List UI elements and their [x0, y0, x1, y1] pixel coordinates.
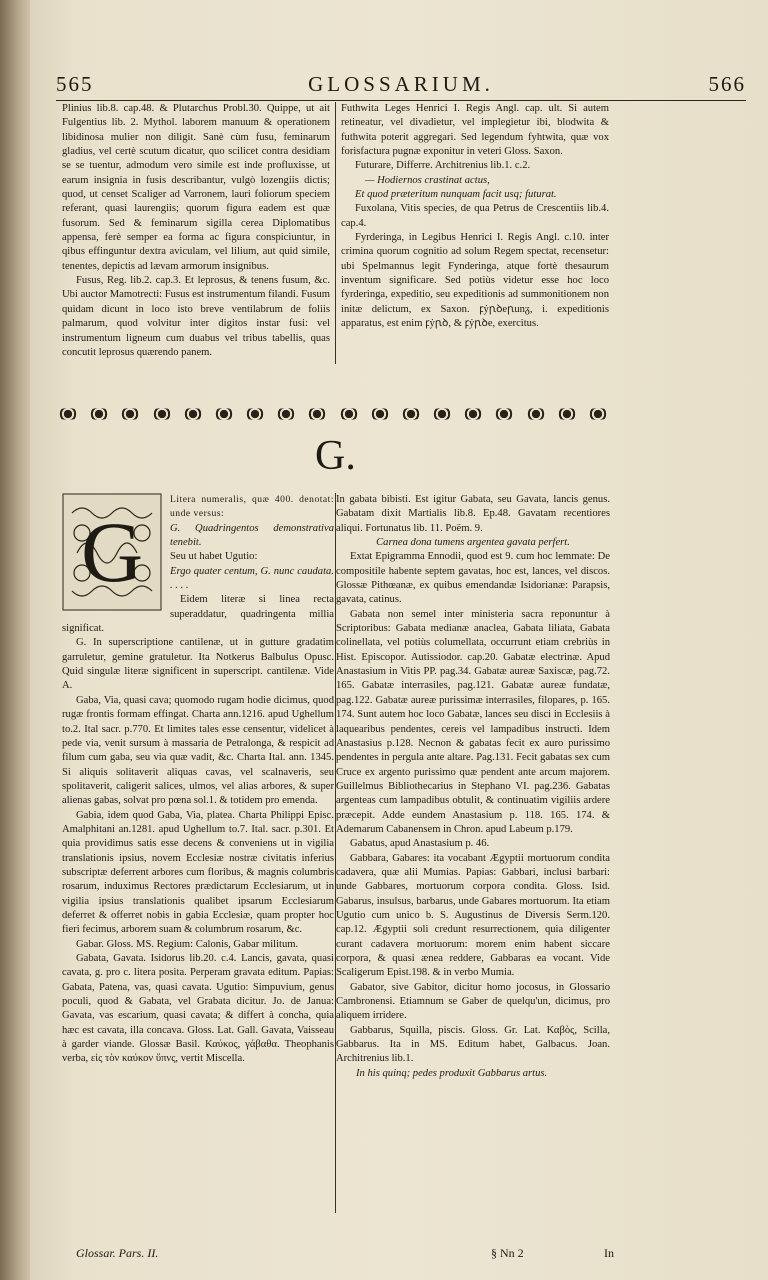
verse-line: G. Quadringentos demonstrativa tenebit.: [170, 522, 334, 549]
entry-g-superscription: G. In superscriptione cantilenæ, ut in gutture gradatim garruletur, gemine gratuletur. Ita Notkerus Balbulus Opusc. Quid singulæ literæ significent in superscript. cantilenæ. Vide A.: [62, 637, 334, 692]
entry-futhwita: Futhwita Leges Henrici I. Regis Angl. cap. ult. Si autem retineatur, vel divadietur, vel implegietur ibi, blodwita & futhwita poterit aggregari. Sed legendum fyhtwita, quæ vox forisfactura pugnæ exponitur in veteri Gloss. Saxon.: [341, 103, 609, 158]
verse-line: In his quinq; pedes produxit Gabbarus artus.: [356, 1067, 548, 1079]
ornate-g-initial: [62, 493, 162, 611]
entry-gabbara: Gabbara, Gabares: ita vocabant Ægyptii mortuorum condita cadavera, quæ alii Mumias. Papias: Gabbari, inclusi barbari: unde Gabbares, mortuorum corpora condita. Gloss. Isid. Gabarus, insulsus, barbarus, unde Gabares mortuorum. Ita etiam Ugutio cum unico b. S. Augustinus de Diversis Serm.120. cap.12. Ægyptii soli credunt resurrectionem, quia diligenter curant cadavera mortuorum: morem enim habent siccare corpora, & quasi ænea reddere, Gabbaras ea vocant. Vide Scaligerum Epist.198. & in verbo Mumia.: [336, 852, 610, 979]
page-title: GLOSSARIUM.: [308, 72, 494, 96]
paragraph: Seu ut habet Ugutio:: [170, 551, 258, 563]
entry-fyrderinga: Fyrderinga, in Legibus Henrici I. Regis Angl. c.10. inter crimina quorum cognitio ad solum Regem spectat, recensetur: ubi Spelmannus legit Fynderinga, atque fortè thesaurum inventum significare. Sed potiùs videtur esse hoc loco fyrderinga, expeditio, seu expeditionis ad summonitionem non initæ delictum, ex Saxon. ꝼẏꞃꝺeꞃunᵹ, i. expeditionis apparatus, est enim ꝼẏꞃꝺ, & ꝼẏꞃꝺe, exercitus.: [341, 232, 609, 330]
decorated-initial: [62, 493, 162, 611]
page-number-left: 565: [56, 72, 94, 96]
running-header: [56, 72, 746, 100]
paragraph: Extat Epigramma Ennodii, quod est 9. cum hoc lemmate: De compositile habente septem gavatas, hoc est, lances, vel discos. Glossæ Pithœanæ, ex quibus emendandæ Isidorianæ: Parapsis, gavata, catinus.: [336, 551, 610, 606]
section-letter: G.: [315, 433, 356, 479]
svg-text:G: G: [80, 504, 144, 600]
paragraph: Plinius lib.8. cap.48. & Plutarchus Probl.30. Quippe, ut ait Fulgentius lib. 2. Mythol. laborem manuum & operationem libidinosa mulier non diligit. Sanè cùm fusu, feminarum gladius, vel certè scutum dicatur, quo scilicet contra desidiam se se tuentur, admodum vero simile est inde profluxisse, ut earum insignia in fusis describantur, vulgò lozengiis dictis; quod, ut censet Scaliger ad Varronem, lauri foliorum speciem referant, quasi laurengiis; quorum figura eadem est quæ fusorum. Sed & feminarum sigilla cerea Diplomatibus appensa, ferè semper ea forma ac figura conspiciuntur, in qibus effinguntur dextra aviculam, vel lilium, aut quid simile, tenentes, depictis ad lævam armorum insignibus.: [62, 103, 330, 272]
entry-gabator: Gabator, sive Gabitor, dicitur homo jocosus, in Glossario Cambronensi. Etiamnum se Gaber de quelqu'un, dicimus, pro aliquem irridere.: [336, 981, 610, 1022]
verse-line: Carnea dona tumens argentea gavata perfert.: [376, 537, 570, 549]
entry-futurare: Futurare, Differre. Architrenius lib.1. c.2.: [355, 160, 531, 172]
verse-line: — Hodiernos crastinat actus,: [365, 174, 490, 186]
paragraph: In gabata bibisti. Est igitur Gabata, seu Gavata, lancis genus. Gabatam dixit Martialis lib.8. Ep.48. Gavatam recentiores aliqui. Fortunatus lib. 11. Poëm. 9.: [336, 494, 610, 534]
column-bottom-left: [62, 493, 334, 1253]
page-footer: [76, 1246, 616, 1261]
ornamental-band: [56, 405, 610, 423]
column-divider: [335, 102, 336, 364]
paragraph: Eidem literæ si linea recta superaddatur, quadringenta millia significat.: [62, 594, 334, 635]
column-top-left: [62, 102, 330, 362]
catchword: In: [604, 1246, 614, 1260]
entry-fuxolana: Fuxolana, Vitis species, de qua Petrus de Crescentiis lib.4. cap.4.: [341, 203, 609, 229]
header-rule: [56, 100, 746, 101]
entry-gabbarus: Gabbarus, Squilla, piscis. Gloss. Gr. Lat. Καβὸς, Scilla, Gabbarus. Ita in MS. Editum habet, Galbacus. Joan. Architrenius lib.1.: [336, 1024, 610, 1065]
book-spine: [0, 0, 30, 1280]
footer-volume: Glossar. Pars. II.: [76, 1246, 159, 1260]
entry-g-intro: Litera numeralis, quæ 400. denotat: unde versus:: [170, 494, 334, 520]
signature-mark: § Nn 2: [491, 1246, 524, 1260]
entry-gabatus: Gabatus, apud Anastasium p. 46.: [350, 838, 490, 850]
verse-line: Et quod præteritum nunquam facit usq; futurat.: [355, 189, 557, 201]
entry-gabia: Gabia, idem quod Gaba, Via, platea. Charta Philippi Episc. Amalphitani an.1281. apud Ughellum to.7. Ital. sacr. p.301. Et quia providimus satis esse decens & conveniens ut in vigilia translationis ipsius, novem Ecclesiæ nostræ civitatis inferius subscriptæ deferrent arbores cum floribus, & magnis columbris rosarum, induximus Rectores prædictarum Ecclesiarum, ut in vigilia ipsius translationis qualibet ipsarum Ecclesiarum deferret & offerret nobis in gabia Ecclesiæ, quam propter hoc fieri fecimus, arborem suam & columbrum rosarum, &c.: [62, 809, 334, 936]
entry-gabata: Gabata, Gavata. Isidorus lib.20. c.4. Lancis, gavata, quasi cavata, g. pro c. litera posita. Perperam gravata editum. Papias: Gabata, Patena, vas, quasi cavata. Ugutio: Simpuvium, genus poculi, quod & Gabata, vel Grabata dicitur. Jo. de Janua: Gavata, vas escarium, quasi cavata; & differt à concha, quia hæc est cavata, illa concava. Gloss. Lat. Gall. Gavata, Vaisseau à garder viande. Glossæ Basil. Καύκος, γάβαθα. Theophanis verba, εἰς τὸν καύκον ὕπνς, vertit Miscella.: [62, 953, 334, 1065]
paragraph: Gabata non semel inter ministeria sacra reponuntur à Scriptoribus: Gabata medianæ anaclea, Gabata liliata, Gabata colinellata, vel potiùs columellata, occurrunt etiam crebriùs in Hist. Episcopor. Autissiodor. cap.20. Gabatæ electrinæ. Apud Anastasium in Vitis PP. pag.34. Gabatæ aureæ Saxiscæ, pag.72. 165. Gabatæ interrasiles, pag.121. Gabatæ aureæ fundatæ, pag.122. Gabatæ aureæ purissimæ interrasiles, filopares, p. 165. 174. Sunt autem hoc loco Gabatæ, lances seu disci in Ecclesiis à laquearibus pendentes, cereis vel lampadibus instructi. Idem Anastasius p.128. Necnon & gabatas fecit ex auro purissimo pendentes in pergula ante altare. Pag.131. Fecit gabatas sex cum Cruce ex argento purissimo quæ pendent ante arcum majorem. Guillelmus Bibliothecarius in Stephano VI. pag.236. Gabatas argenteas cum lampadibus obtulit, & continuatim vigiliis ardere præcepit. Adde eundem Anastasium p. 118. 165. 174. & Ademarum Cabanensem in Chron. apud Labeum p.179.: [336, 608, 610, 835]
entry-gaba: Gaba, Via, quasi cava; quomodo rugam hodie dicimus, quod rugæ frontis formam effingat. Charta ann.1216. apud Ughellum to.2. Ital sacr. p.770. Et limites tales esse censentur, videlicet à pede via, venit sursum à massaria de Petralonga, & respicit ad filum cum gaba, seu via quæ vadit, &c. Charta Ital. ann. 1345. Si aliquis solitaverit aliquas cavas, vel scalnaveris, seu spolitaverit, caligerit salices, ulmos, vel alias arbores, & super alienas gabas, solvat pro pœna sol.1. & totidem pro emenda.: [62, 694, 334, 807]
paragraph: Fusus, Reg. lib.2. cap.3. Et leprosus, & tenens fusum, &c. Ubi auctor Mamotrecti: Fusus est instrumentum filandi. Fusum quidam dicunt in loco isto breve ventilabrum de foliis palmarum, quod volvitur inter digitos instar fusi: vel instrumentum ligneum cum duabus vel tribus tabellis, quas concutit leprosus quærendo panem.: [62, 275, 330, 358]
page-number-right: 566: [708, 72, 746, 96]
verse-line: Ergo quater centum, G. nunc caudata. . . . .: [170, 565, 334, 592]
column-bottom-right: [336, 493, 610, 1253]
column-top-right: [341, 102, 609, 380]
entry-gabar: Gabar. Gloss. MS. Regium: Calonis, Gabar militum.: [76, 938, 299, 950]
